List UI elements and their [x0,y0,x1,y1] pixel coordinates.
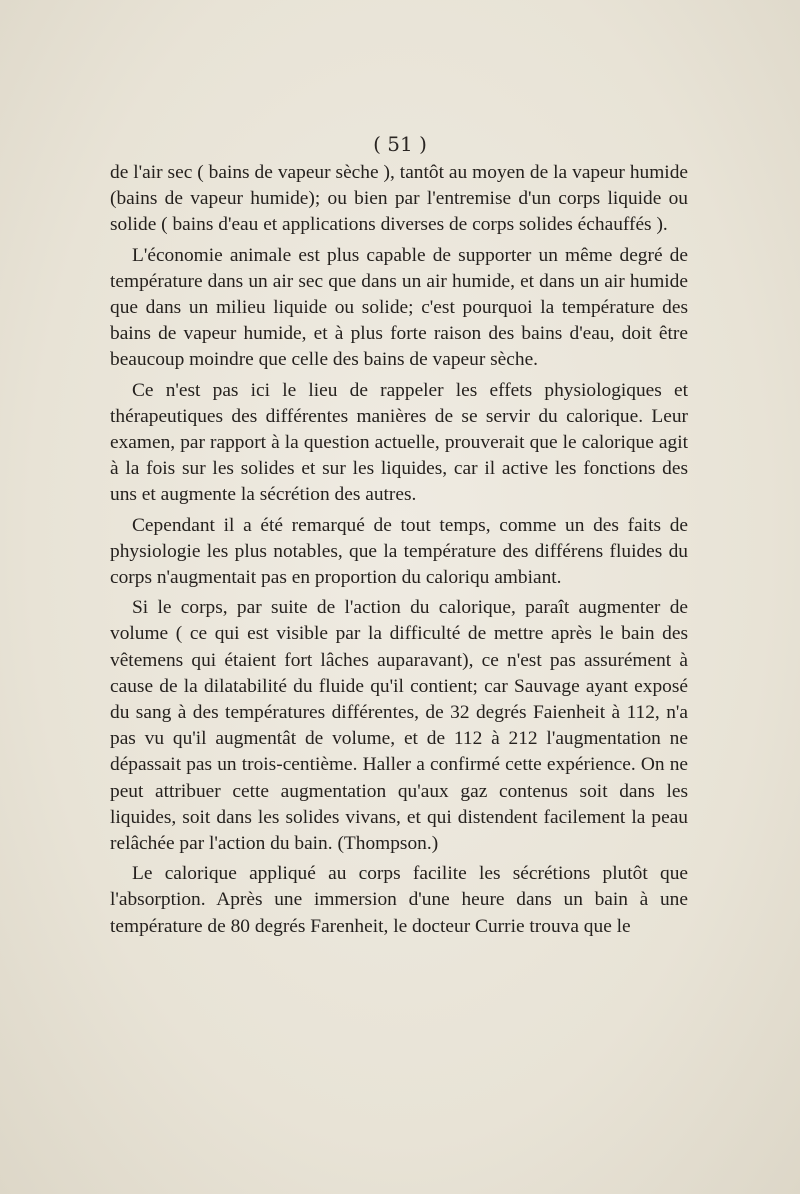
paragraph-1: de l'air sec ( bains de vapeur sèche ), tantôt au moyen de la vapeur humide (bains de vapeur humide); ou bien par l'entremise d'un corps liquide ou solide ( bains d'eau et applications diverses de corps solides échauffés ). [110,162,688,236]
paragraph-5: Si le corps, par suite de l'action du calorique, paraît augmenter de volume ( ce qui est visible par la difficulté de mettre après le bain des vêtemens qui étaient fort lâches auparavant), ce n'est pas assurément à cause de la dilatabilité du fluide qu'il contient; car Sauvage ayant exposé du sang à des températures différentes, de 32 degrés Faienheit à 112, n'a pas vu qu'il augmentât de volume, et de 112 à 212 l'augmentation ne dépassait pas un trois-centième. Haller a confirmé cette expérience. On ne peut attribuer cette augmentation qu'aux gaz contenus soit dans les liquides, soit dans les solides vivans, et qui distendent facilement la peau relâchée par l'action du bain. (Thompson.) [110,597,688,855]
paragraph-6: Le calorique appliqué au corps facilite les sécrétions plutôt que l'absorption. Après une immersion d'une heure dans un bain à une température de 80 degrés Farenheit, le docteur Currie trouva que le [110,863,688,937]
page-number: ( 51 ) [373,132,427,156]
page-body [110,160,688,944]
paragraph-3: Ce n'est pas ici le lieu de rappeler les effets physiologiques et thérapeutiques des différentes manières de se servir du calorique. Leur examen, par rapport à la question actuelle, prouverait que le calorique agit à la fois sur les solides et sur les liquides, car il active les fonctions des uns et augmente la sécrétion des autres. [110,379,688,506]
paragraph-4: Cependant il a été remarqué de tout temps, comme un des faits de physiologie les plus notables, que la température des différens fluides du corps n'augmentait pas en proportion du caloriqu ambiant. [110,514,688,589]
paragraph-2: L'économie animale est plus capable de supporter un même degré de température dans un air sec que dans un air humide, et dans un air humide que dans un milieu liquide ou solide; c'est pourquoi la température des bains de vapeur humide, et à plus forte raison des bains d'eau, doit être beaucoup moindre que celle des bains de vapeur sèche. [110,244,688,371]
